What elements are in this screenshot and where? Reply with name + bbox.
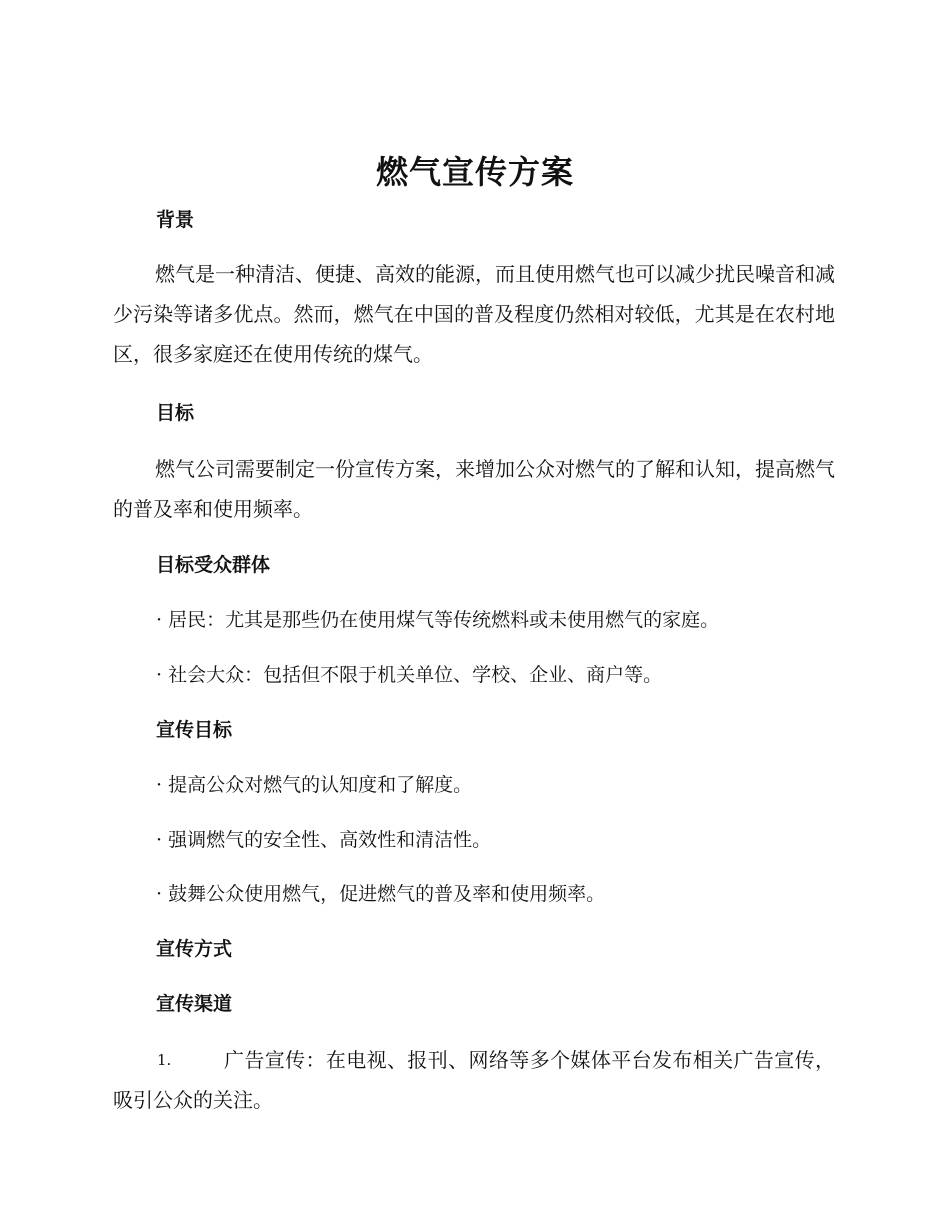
bullet-item-encourage: · 鼓舞公众使用燃气，促进燃气的普及率和使用频率。 xyxy=(156,883,606,905)
bullet-item-public: · 社会大众：包括但不限于机关单位、学校、企业、商户等。 xyxy=(156,664,663,686)
section-heading-goal: 目标 xyxy=(156,402,195,424)
bullet-item-safety: · 强调燃气的安全性、高效性和清洁性。 xyxy=(156,829,492,851)
numbered-item-text: 广告宣传：在电视、报刊、网络等多个媒体平台发布相关广告宣传，吸引公众的关注。 xyxy=(113,1048,835,1112)
paragraph-background: 燃气是一种清洁、便捷、高效的能源，而且使用燃气也可以减少扰民噪音和减少污染等诸多优点。然而，燃气在中国的普及程度仍然相对较低，尤其是在农村地区，很多家庭还在使用传统的煤气。 xyxy=(113,262,835,366)
document-title: 燃气宣传方案 xyxy=(375,153,574,191)
section-heading-promo-goals: 宣传目标 xyxy=(156,719,233,741)
numbered-item-ad-campaign xyxy=(113,1040,835,1120)
section-heading-background: 背景 xyxy=(156,209,195,231)
bullet-item-awareness: · 提高公众对燃气的认知度和了解度。 xyxy=(156,774,473,796)
section-heading-channels: 宣传渠道 xyxy=(156,993,233,1015)
bullet-item-residents: · 居民：尤其是那些仍在使用煤气等传统燃料或未使用燃气的家庭。 xyxy=(156,609,720,631)
list-number: 1. xyxy=(157,1051,172,1069)
paragraph-goal: 燃气公司需要制定一份宣传方案，来增加公众对燃气的了解和认知，提高燃气的普及率和使用频率。 xyxy=(113,457,835,521)
section-heading-audience: 目标受众群体 xyxy=(156,554,271,576)
section-heading-methods: 宣传方式 xyxy=(156,938,233,960)
